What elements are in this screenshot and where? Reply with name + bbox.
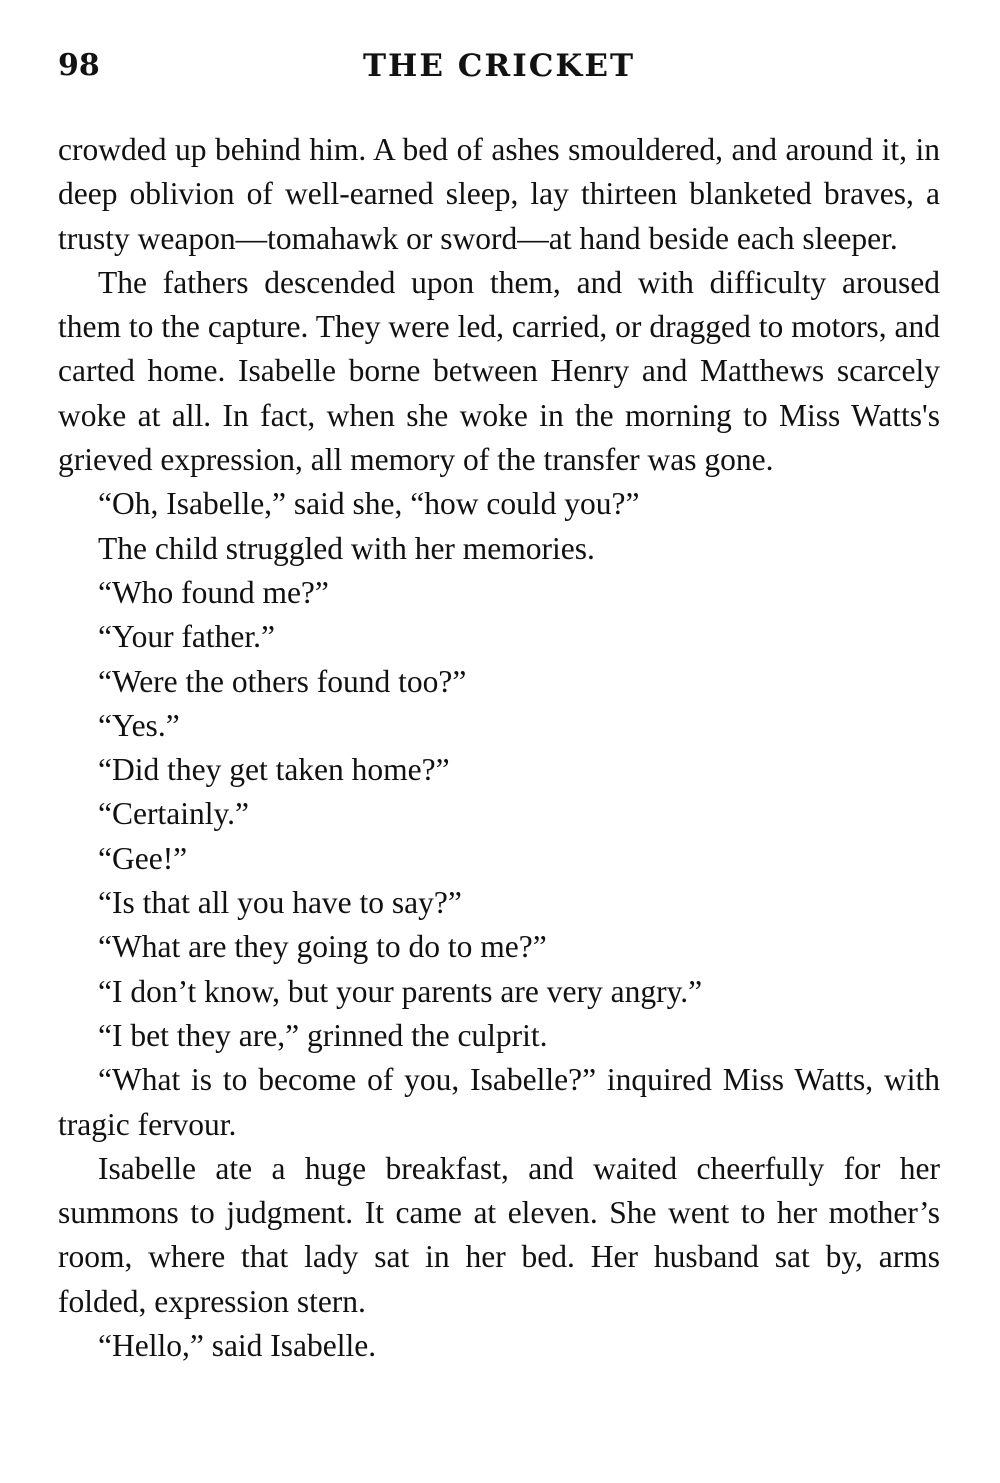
page-header [58, 48, 940, 108]
running-head: THE CRICKET [362, 48, 636, 84]
dialogue-line: “Hello,” said Isabelle. [98, 1328, 377, 1364]
dialogue-line: “Who found me?” [98, 574, 329, 610]
dialogue-line: “What are they going to do to me?” [98, 929, 547, 965]
page-number: 98 [58, 48, 100, 83]
dialogue-line: “I bet they are,” grinned the culprit. [98, 1017, 548, 1053]
dialogue-line: “Were the others found too?” [98, 663, 467, 699]
paragraph: “What is to become of you, Isabelle?” inquired Miss Watts, with tragic fervour. [58, 1062, 940, 1142]
dialogue-line: “Certainly.” [98, 796, 250, 832]
dialogue-line: “Your father.” [98, 619, 276, 655]
dialogue-line: “Is that all you have to say?” [98, 885, 462, 921]
paragraph: Isabelle ate a huge breakfast, and waited cheerfully for her summons to judgment. It came at eleven. She went to her mother’s room, where that lady sat in her bed. Her husband sat by, arms folded, expression stern. [58, 1150, 940, 1319]
paragraph: The fathers descended upon them, and with difficulty aroused them to the capture. They were led, carried, or dragged to motors, and carted home. Isabelle borne between Henry and Matthews scarcely woke at all. In fact, when she woke in the morning to Miss Watts's grieved expression, all memory of the transfer was gone. [58, 264, 940, 478]
dialogue-line: “Did they get taken home?” [98, 752, 450, 788]
dialogue-line: “Gee!” [98, 840, 188, 876]
dialogue-line: “I don’t know, but your parents are very angry.” [98, 973, 703, 1009]
dialogue-line: “Yes.” [98, 707, 180, 743]
paragraph: The child struggled with her memories. [98, 530, 595, 566]
dialogue-line: “Oh, Isabelle,” said she, “how could you?” [98, 486, 640, 522]
paragraph: crowded up behind him. A bed of ashes smouldered, and around it, in deep oblivion of well-earned sleep, lay thirteen blanketed braves, a trusty weapon—tomahawk or sword—at hand beside each sleeper. [58, 132, 940, 256]
page-body [58, 128, 940, 1368]
